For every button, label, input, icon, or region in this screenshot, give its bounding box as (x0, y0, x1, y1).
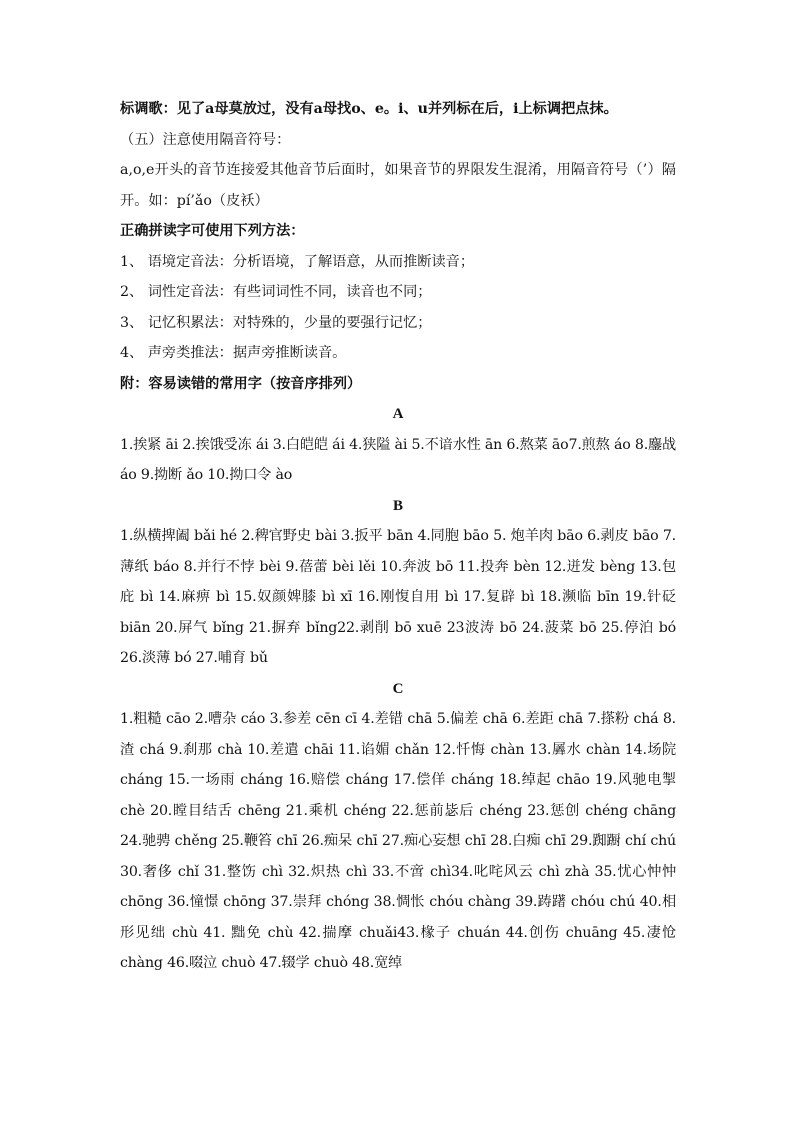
methods-heading: 正确拼读字可使用下列方法： (120, 223, 305, 239)
section-5-body: a,o,e开头的音节连接爱其他音节后面时，如果音节的界限发生混淆，用隔音符号（’）隔开。如：pí’ǎo（皮袄） (120, 162, 676, 209)
tone-rule-paragraph: 标调歌：见了a母莫放过，没有a母找o、e。i、u并列标在后，i上标调把点抹。 (120, 101, 618, 117)
method-item: 3、 记忆积累法：对特殊的，少量的要强行记忆； (120, 314, 432, 331)
word-list-a: 1.挨紧 āi 2.挨饿受冻 ái 3.白皑皑 ái 4.狭隘 ài 5.不谙水性 ān 6.熬菜 āo7.煎熬 áo 8.鏖战 áo 9.拗断 ǎo 10.拗口令 ào (120, 436, 676, 483)
appendix-heading: 附：容易读错的常用字（按音序排列） (120, 375, 362, 392)
document-page (120, 94, 676, 979)
word-list-b: 1.纵横捭阖 bǎi hé 2.稗官野史 bài 3.扳平 bān 4.同胞 bāo 5. 炮羊肉 bāo 6.剥皮 bāo 7.薄纸 báo 8.并行不悖 bèi 9.蓓蕾 bèi lěi 10.奔波 bō 11.投奔 bèn 12.迸发 bèng 13.包庇 bì 14.麻痹 bì 15.奴颜婢膝 bì xī 16.刚愎自用 bì 17.复辟 bì 18.濒临 bīn 19.针砭 biān 20.屏气 bǐng 21.摒弃 bǐng22.剥削 bō xuē 23波涛 bō 24.菠菜 bō 25.停泊 bó 26.淡薄 bó 27.哺育 bǔ (120, 528, 676, 666)
section-5-heading: （五）注意使用隔音符号： (120, 131, 291, 148)
letter-heading-a: A (392, 406, 404, 422)
letter-heading-b: B (392, 497, 403, 514)
method-item: 1、 语境定音法：分析语境，了解语意，从而推断读音； (120, 253, 475, 270)
method-item: 2、 词性定音法：有些词词性不同，读音也不同； (120, 284, 432, 300)
letter-heading-c: C (392, 680, 404, 697)
method-item: 4、 声旁类推法：据声旁推断读音。 (120, 345, 347, 361)
word-list-c: 1.粗糙 cāo 2.嘈杂 cáo 3.参差 cēn cī 4.差错 chā 5.偏差 chā 6.差距 chā 7.搽粉 chá 8.渣 chá 9.刹那 chà 10.差遣 chāi 11.谄媚 chǎn 12.忏悔 chàn 13.羼水 chàn 14.场院 cháng 15.一场雨 cháng 16.赔偿 cháng 17.偿佯 cháng 18.绰起 chāo 19.风驰电掣 chè 20.瞠目结舌 chēng 21.乘机 chéng 22.惩前毖后 chéng 23.惩创 chéng chāng 24.驰骋 chěng 25.鞭笞 chī 26.痴呆 chī 27.痴心妄想 chī 28.白痴 chī 29.踟蹰 chí chú 30.奢侈 chǐ 31.整饬 chì 32.炽热 chì 33.不啻 chì34.叱咤风云 chì zhà 35.忧心忡忡 chōng 36.憧憬 chōng 37.崇拜 chóng 38.惆怅 chóu chàng 39.踌躇 chóu chú 40.相形见绌 chù 41. 黜免 chù 42.揣摩 chuǎi43.椽子 chuán 44.创伤 chuāng 45.凄怆 chàng 46.啜泣 chuò 47.辍学 chuò 48.宽绰 (120, 711, 676, 971)
